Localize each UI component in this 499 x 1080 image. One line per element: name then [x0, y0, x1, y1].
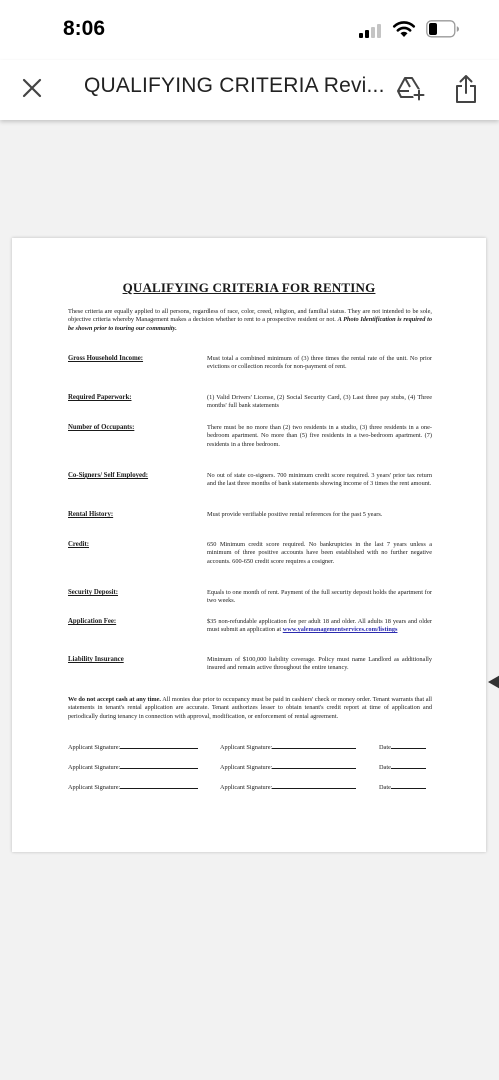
applicant-signature-field[interactable] [68, 743, 198, 751]
credit-label: Credit: [68, 541, 90, 548]
application-fee-label: Application Fee: [68, 618, 117, 625]
number-of-occupants-label: Number of Occupants: [68, 424, 135, 431]
document-page [12, 238, 486, 852]
rental-history-text: Must provide verifiable positive rental references for the past 5 years. [207, 511, 383, 518]
security-deposit-label: Security Deposit: [68, 589, 119, 596]
signature-line [272, 783, 356, 789]
signature-line [272, 743, 356, 749]
rental-history-label: Rental History: [68, 511, 114, 518]
signature-line [120, 743, 198, 749]
document-title: QUALIFYING CRITERIA Revi... [84, 74, 385, 97]
share-button[interactable] [454, 74, 478, 104]
applicant-signature-label: Applicant Signature: [220, 784, 273, 791]
date-label: Date [379, 764, 391, 771]
credit-text: 650 Minimum credit score required. No bankruptcies in the last 7 years unless a minimum of three positive accounts have been established with no further negative accounts. 600-650 credit score requires a cosigner. [207, 541, 432, 565]
close-button[interactable] [20, 76, 44, 100]
close-icon [20, 76, 44, 100]
gross-household-income-text: Must total a combined minimum of (3) three times the rental rate of the unit. No prior evictions or collection records for non-payment of rent. [207, 355, 432, 371]
page-edge-marker [488, 674, 499, 690]
signature-line [272, 763, 356, 769]
cellular-signal-icon [359, 23, 383, 38]
date-label: Date [379, 784, 391, 791]
footer-text: All monies due prior to occupancy must be paid in cashiers' check or money order. Tenant warrants that all statements in tenant's rental application are accurate. Tenant authorizes lesser to obtain tenant's credit report at time of application and periodically during tenancy in connection with approval, modification, or enforcement of rental agreement. [68, 696, 433, 720]
date-label: Date [379, 744, 391, 751]
co-signers-self-employed-text: No out of state co-signers. 700 minimum credit score required. 3 years' prior tax return and the last three months of bank statements showing income of 3 times the rent amount. [207, 472, 432, 488]
intro-photo-id-notice: A Photo Identification is required to be shown prior to touring our community. [68, 316, 433, 332]
signature-row [68, 763, 432, 773]
applicant-signature-label: Applicant Signature: [68, 784, 121, 791]
date-field[interactable] [379, 763, 426, 771]
security-deposit-text: Equals to one month of rent. Payment of the full security deposit holds the apartment for two weeks. [207, 589, 432, 605]
application-fee-block [207, 618, 432, 635]
add-to-drive-button[interactable] [396, 75, 426, 103]
status-bar [0, 0, 499, 60]
applicant-signature-field[interactable] [68, 763, 198, 771]
document-toolbar [0, 60, 499, 120]
intro-text: These criteria are equally applied to all persons, regardless of race, color, creed, religion, and familial status. They are not intended to be sole, objective criteria whereby Management makes a decision whether to rent to a prospective resident or not. [68, 308, 432, 324]
date-line [391, 763, 426, 769]
applicant-signature-label: Applicant Signature: [220, 744, 273, 751]
liability-insurance-text: Minimum of $100,000 liability coverage. Policy must name Landlord as additionally insured and remain active throughout the entire tenancy. [207, 656, 432, 672]
listings-link[interactable]: www.yalemanagementservices.com/listings [282, 626, 398, 634]
date-field[interactable] [379, 743, 426, 751]
applicant-signature-label: Applicant Signature: [220, 764, 273, 771]
footer-paragraph [68, 696, 432, 721]
battery-icon [426, 20, 460, 38]
required-paperwork-label: Required Paperwork: [68, 394, 132, 401]
applicant-signature-label: Applicant Signature: [68, 764, 121, 771]
wifi-icon [392, 19, 416, 38]
applicant-signature-label: Applicant Signature: [68, 744, 121, 751]
share-icon [454, 74, 478, 104]
add-to-drive-icon [396, 75, 426, 103]
page-title: QUALIFYING CRITERIA FOR RENTING [122, 280, 376, 295]
applicant-signature-field[interactable] [68, 783, 198, 791]
status-time: 8:06 [63, 17, 106, 40]
applicant-signature-field[interactable] [220, 743, 356, 751]
no-cash-notice: We do not accept cash at any time. [68, 696, 161, 703]
application-fee-text: $35 non-refundable application fee per adult 18 and older. All adults 18 years and older must submit an application at [207, 618, 432, 634]
intro-paragraph [68, 308, 432, 333]
signature-line [120, 783, 198, 789]
number-of-occupants-text: There must be no more than (2) two residents in a studio, (3) three residents in a one-bedroom apartment. No more than (5) five residents in a two-bedroom apartment. (7) residents in a three bedroom. [207, 424, 432, 448]
applicant-signature-field[interactable] [220, 783, 356, 791]
liability-insurance-label: Liability Insurance [68, 656, 124, 663]
date-field[interactable] [379, 783, 426, 791]
date-line [391, 783, 426, 789]
applicant-signature-field[interactable] [220, 763, 356, 771]
gross-household-income-label: Gross Household Income: [68, 355, 144, 362]
date-line [391, 743, 426, 749]
signature-row [68, 743, 432, 753]
signature-row [68, 783, 432, 793]
signature-line [120, 763, 198, 769]
required-paperwork-text: (1) Valid Drivers' License, (2) Social Security Card, (3) Last three pay stubs, (4) Three months' full bank statements [207, 394, 432, 410]
co-signers-self-employed-label: Co-Signers/ Self Employed: [68, 472, 149, 479]
